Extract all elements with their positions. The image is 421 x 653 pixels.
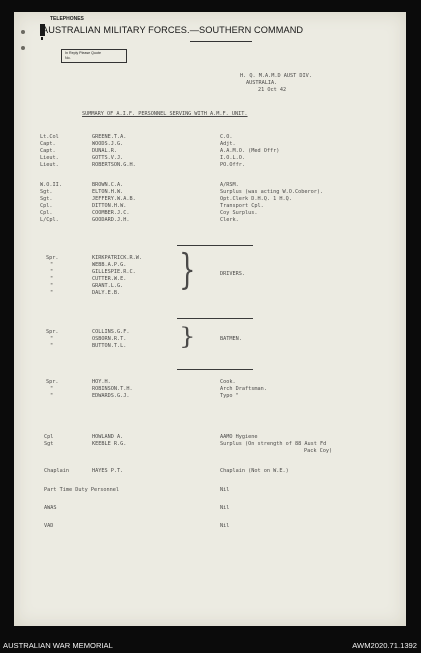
rank-cell: VAD — [44, 523, 54, 529]
role-cell: Clerk. — [220, 217, 239, 223]
name-cell: COLLINS.G.F. — [92, 329, 130, 335]
name-cell: BUTTON.T.L. — [92, 343, 127, 349]
name-cell: JEFFERY.W.A.B. — [92, 196, 136, 202]
name-cell: GRANT.L.G. — [92, 283, 124, 289]
rank-cell: Lieut. — [40, 155, 59, 161]
rank-cell: Spr. — [46, 329, 59, 335]
role-cell: PO.Offr. — [220, 162, 245, 168]
reply-reference-box — [61, 49, 127, 63]
name-cell: HOY.H. — [92, 379, 111, 385]
name-cell: HAYES P.T. — [92, 468, 124, 474]
rank-cell: " — [50, 269, 54, 275]
letterhead-rule — [190, 41, 252, 42]
reply-box-line2: No. — [65, 56, 71, 60]
role-cell: Arch Draftsman. — [220, 386, 267, 392]
rank-cell: AWAS — [44, 505, 57, 511]
rank-cell: Cpl. — [40, 203, 53, 209]
name-cell: DALY.E.B. — [92, 290, 121, 296]
role-cell: Cook. — [220, 379, 236, 385]
rank-cell: " — [50, 283, 54, 289]
role-cell: Chaplain (Not on W.E.) — [220, 468, 289, 474]
role-cell: Opt.Clerk D.H.Q. 1 H.Q. — [220, 196, 292, 202]
role-cell: Coy Surplus. — [220, 210, 258, 216]
rank-cell: Sgt. — [40, 196, 53, 202]
rank-cell: Lieut. — [40, 162, 59, 168]
role-cell: Surplus (On strength of 88 Aust Fd — [220, 441, 327, 447]
document-date: 21 Oct 42 — [258, 87, 287, 93]
rank-cell: Sgt. — [40, 189, 53, 195]
punch-hole-top — [21, 30, 25, 34]
rank-cell: " — [50, 343, 54, 349]
name-cell: GREENE.T.A. — [92, 134, 127, 140]
name-cell: WEBB.A.P.G. — [92, 262, 127, 268]
role-cell: A/RSM. — [220, 182, 239, 188]
name-cell: KEEBLE R.G. — [92, 441, 127, 447]
role-cell: A.A.M.O. (Med Offr) — [220, 148, 280, 154]
name-cell: DITTON.H.W. — [92, 203, 127, 209]
name-cell: OSBORN.R.T. — [92, 336, 127, 342]
name-cell: WOODS.J.G. — [92, 141, 124, 147]
hq-line-2: AUSTRALIA. — [246, 80, 278, 86]
hq-line-1: H. Q. M.A.M.D AUST DIV. — [240, 73, 312, 79]
role-cell: Typo " — [220, 393, 239, 399]
name-cell: GOTTS.V.J. — [92, 155, 124, 161]
rank-cell: " — [50, 262, 54, 268]
name-cell: KIRKPATRICK.R.W. — [92, 255, 142, 261]
rank-cell: Spr. — [46, 255, 59, 261]
name-cell: HOWLAND A. — [92, 434, 124, 440]
rank-cell: Sgt — [44, 441, 54, 447]
role-cell: I.O.L.O. — [220, 155, 245, 161]
telephones-label: TELEPHONES — [50, 16, 84, 22]
punch-hole-bottom — [21, 46, 25, 50]
rank-cell: Cpl — [44, 434, 54, 440]
rank-cell: Chaplain — [44, 468, 69, 474]
drivers-role: DRIVERS. — [220, 271, 245, 277]
rank-cell: " — [50, 386, 54, 392]
rank-cell: Capt. — [40, 141, 56, 147]
name-cell: DUNAL.R. — [92, 148, 117, 154]
document-subject: SUMMARY OF A.I.F. PERSONNEL SERVING WITH A.M.F. UNIT. — [82, 111, 248, 117]
name-cell: COOMBER.J.C. — [92, 210, 130, 216]
role-cell: Adjt. — [220, 141, 236, 147]
reply-box-line1: In Reply Please Quote — [65, 51, 101, 55]
rank-cell: Capt. — [40, 148, 56, 154]
name-cell: ROBERTSON.G.H. — [92, 162, 136, 168]
role-cell: Surplus (was acting W.O.Coberor). — [220, 189, 324, 195]
rank-cell: Spr. — [46, 379, 59, 385]
name-cell: BROWN.C.A. — [92, 182, 124, 188]
role-cell: Transport Cpl. — [220, 203, 264, 209]
name-cell: ROBINSON.T.H. — [92, 386, 133, 392]
role-cell: C.O. — [220, 134, 233, 140]
rank-cell: W.O.II. — [40, 182, 62, 188]
name-cell: ELTON.H.W. — [92, 189, 124, 195]
name-cell: EDWARDS.G.J. — [92, 393, 130, 399]
batmen-role: BATMEN. — [220, 336, 242, 342]
rank-cell: " — [50, 336, 54, 342]
name-cell: GOODARD.J.H. — [92, 217, 130, 223]
role-cell: Nil — [220, 523, 230, 529]
ribbon-tag-tip — [41, 37, 43, 40]
rank-cell: L/Cpl. — [40, 217, 59, 223]
rank-cell: Lt.Col — [40, 134, 59, 140]
role-cell: Pack Coy) — [304, 448, 333, 454]
section-divider — [177, 369, 253, 370]
rank-cell: " — [50, 393, 54, 399]
section-divider — [177, 318, 253, 319]
rank-cell: Cpl. — [40, 210, 53, 216]
document-page — [14, 12, 406, 626]
rank-cell: " — [50, 276, 54, 282]
role-cell: AAMO Hygiene — [220, 434, 258, 440]
rank-cell: Part Time Duty Personnel — [44, 487, 119, 493]
letterhead-title: AUSTRALIAN MILITARY FORCES.—SOUTHERN COMMAND — [42, 25, 304, 35]
brace-batmen: } — [179, 323, 196, 351]
role-cell: Nil — [220, 487, 230, 493]
archive-accession-number: AWM2020.71.1392 — [352, 641, 417, 650]
archive-credit: AUSTRALIAN WAR MEMORIAL — [3, 641, 113, 650]
name-cell: GILLESPIE.R.C. — [92, 269, 136, 275]
brace-drivers: } — [179, 246, 196, 295]
rank-cell: " — [50, 290, 54, 296]
name-cell: CUTTER.W.E. — [92, 276, 127, 282]
role-cell: Nil — [220, 505, 230, 511]
